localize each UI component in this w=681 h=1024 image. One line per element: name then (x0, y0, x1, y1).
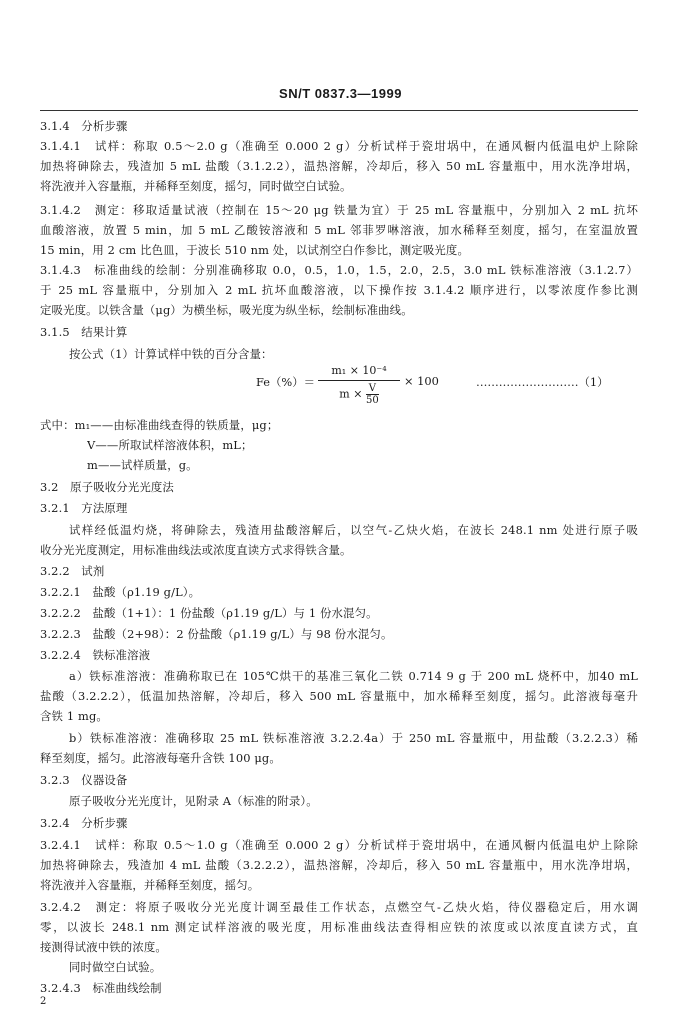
section-heading: 3.1.4 分析步骤 (40, 119, 128, 133)
body-line: 收分光光度测定，用标准曲线法或浓度直读方式求得铁含量。 (40, 543, 352, 557)
section-heading: 3.2 原子吸收分光光度法 (40, 480, 174, 494)
body-line: b）铁标准溶液：准确移取 25 mL 铁标准溶液 3.2.2.4a）于 250 mL 容量瓶中，用盐酸（3.2.2.3）稀 (69, 731, 638, 745)
body-line: 加热将砷除去，残渣加 4 mL 盐酸（3.2.2.2），温热溶解，冷却后，移入 50 mL 容量瓶中，用水洗净坩埚， (40, 858, 638, 872)
standard-number-header: SN/T 0837.3—1999 (279, 86, 402, 101)
section-heading: 3.1.5 结果计算 (40, 325, 128, 339)
body-line: 3.2.4.1 试样：称取 0.5～1.0 g（准确至 0.000 2 g）分析试样于瓷坩埚中，在通风橱内低温电炉上除除 (40, 838, 638, 852)
variable-definition: m——试样质量，g。 (87, 458, 198, 472)
section-heading: 3.2.1 方法原理 (40, 501, 128, 515)
body-line: 按公式（1）计算试样中铁的百分含量： (69, 347, 273, 361)
body-line: 15 min，用 2 cm 比色皿，于波长 510 nm 处，以试剂空白作参比，测定吸光度。 (40, 243, 469, 257)
page-number: 2 (40, 996, 47, 1007)
body-line: 3.2.2.1 盐酸（ρ1.19 g/L）。 (40, 585, 201, 599)
body-line: 3.1.4.3 标准曲线的绘制：分别准确移取 0.0，0.5，1.0，1.5，2.0，2.5，3.0 mL 铁标准溶液（3.1.2.7） (40, 263, 638, 277)
body-line: 原子吸收分光光度计，见附录 A（标准的附录）。 (69, 794, 318, 808)
body-line: 3.1.4.2 测定：移取适量试液（控制在 15～20 μg 铁量为宜）于 25 mL 容量瓶中，分别加入 2 mL 抗坏 (40, 203, 638, 217)
formula-lhs: Fe（%）＝ (256, 375, 316, 389)
section-heading: 3.2.2.4 铁标准溶液 (40, 648, 151, 662)
section-heading: 3.2.3 仪器设备 (40, 773, 128, 787)
body-line: 3.2.4.2 测定：将原子吸收分光光度计调至最佳工作状态，点燃空气-乙炔火焰，待仪器稳定后，用水调 (40, 900, 638, 914)
body-line: 血酸溶液，放置 5 min，加 5 mL 乙酸铵溶液和 5 mL 邻菲罗啉溶液，加水稀释至刻度，摇匀，在室温放置 (40, 223, 638, 237)
body-line: 含铁 1 mg。 (40, 709, 108, 723)
sub-denominator: 50 (365, 395, 379, 406)
body-line: 于 25 mL 容量瓶中，分别加入 2 mL 抗坏血酸溶液，以下操作按 3.1.4.2 顺序进行，以零浓度作参比测 (40, 283, 638, 297)
fraction-bar (318, 380, 400, 381)
equation-number: ………………………（1） (476, 375, 609, 389)
iron-percentage-formula (256, 364, 638, 410)
body-line: 盐酸（3.2.2.2），低温加热溶解，冷却后，移入 500 mL 容量瓶中，加水稀释至刻度，摇匀。此溶液每毫升 (40, 689, 638, 703)
body-line: 释至刻度，摇匀。此溶液每毫升含铁 100 μg。 (40, 751, 281, 765)
formula-numerator: m₁ × 10⁻⁴ (331, 364, 387, 377)
body-line: 将洗液并入容量瓶，并稀释至刻度，摇匀，同时做空白试验。 (40, 179, 352, 193)
formula-fraction (318, 364, 400, 406)
body-line: 3.2.2.2 盐酸（1+1）：1 份盐酸（ρ1.19 g/L）与 1 份水混匀。 (40, 606, 378, 620)
formula-denominator (318, 383, 400, 406)
section-heading: 3.2.4 分析步骤 (40, 816, 128, 830)
section-heading: 3.2.4.3 标准曲线绘制 (40, 981, 162, 995)
body-line: 试样经低温灼烧，将砷除去，残渣用盐酸溶解后，以空气-乙炔火焰，在波长 248.1 nm 处进行原子吸 (69, 523, 638, 537)
header-rule (40, 110, 638, 111)
body-line: 同时做空白试验。 (69, 960, 162, 974)
denominator-prefix: m × (339, 387, 363, 401)
body-line: 将洗液并入容量瓶，并稀释至刻度，摇匀。 (40, 878, 260, 892)
body-line: 零，以波长 248.1 nm 测定试样溶液的吸光度，用标准曲线法查得相应铁的浓度或以浓度直读方式，直 (40, 920, 638, 934)
sub-numerator: V (368, 383, 376, 394)
body-line: 接测得试液中铁的浓度。 (40, 940, 167, 954)
body-line: a）铁标准溶液：准确称取已在 105℃烘干的基准三氧化二铁 0.714 9 g 于 200 mL 烧杯中，加40 mL (69, 669, 638, 683)
body-line: 3.1.4.1 试样：称取 0.5～2.0 g（准确至 0.000 2 g）分析试样于瓷坩埚中，在通风橱内低温电炉上除除 (40, 139, 638, 153)
section-heading: 3.2.2 试剂 (40, 564, 105, 578)
v-over-50 (366, 383, 379, 406)
body-line: 加热将砷除去，残渣加 5 mL 盐酸（3.1.2.2），温热溶解，冷却后，移入 50 mL 容量瓶中，用水洗净坩埚， (40, 159, 638, 173)
body-line: 3.2.2.3 盐酸（2+98）：2 份盐酸（ρ1.19 g/L）与 98 份水混匀。 (40, 627, 393, 641)
variable-definition: V——所取试样溶液体积，mL； (87, 438, 253, 452)
formula-multiplier: × 100 (404, 374, 439, 388)
body-line: 定吸光度。以铁含量（μg）为横坐标，吸光度为纵坐标，绘制标准曲线。 (40, 303, 413, 317)
variable-definition: 式中：m₁——由标准曲线查得的铁质量，μg； (40, 418, 279, 432)
